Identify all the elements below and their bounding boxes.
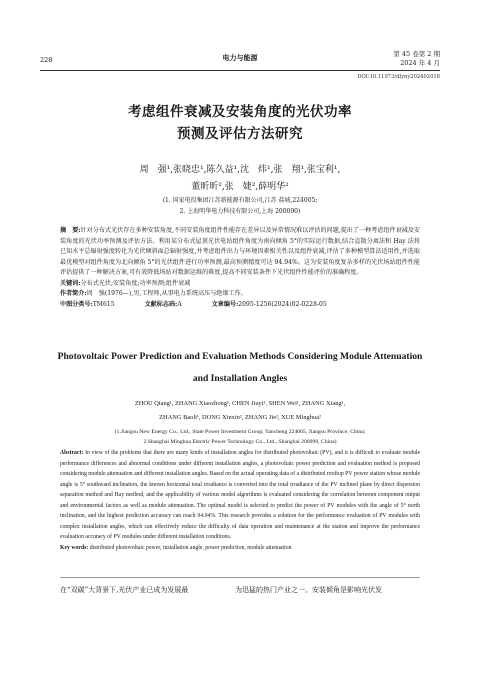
header-rule	[40, 70, 440, 71]
article-no-label: 文章编号:	[211, 300, 239, 308]
doi[interactable]: DOI:10.11973/dlyny202402018	[357, 74, 440, 80]
english-keywords	[60, 543, 420, 554]
author-intro-text: 周 强(1976—),男,工程师,从事电力系统高压与绝缘工作。	[86, 290, 247, 297]
english-keywords-label: Key words:	[60, 544, 89, 551]
chinese-keywords	[60, 279, 420, 290]
running-header	[40, 52, 440, 70]
doc-code-value: A	[177, 300, 182, 308]
chinese-title	[40, 101, 440, 145]
chinese-title-line2: 预测及评估方法研究	[177, 126, 303, 142]
english-abstract-label: Abstract:	[60, 450, 84, 456]
english-abstract-block	[60, 448, 420, 553]
english-affiliations	[60, 427, 420, 447]
article-no-value: 2095-1256(2024)02-0228-05	[238, 300, 327, 308]
chinese-authors	[40, 162, 440, 196]
article-no-item	[212, 301, 341, 308]
body-left-column: 在“双碳”大背景下,光伏产业已成为发展最	[60, 586, 189, 594]
volume-info	[393, 50, 440, 68]
english-abstract-text: In view of the problems that there are many kinds of installation angles for distributed photovoltaic (PV), and it is difficult to evaluate module performance differences and abnormal conditions under different installation angles, a photovoltaic power prediction and evaluation method is proposed considering module attenuation and different installation angles. Based on the actual operating data of a distributed rooftop PV power station whose module angle is 5° southward inclination, the known horizontal total irradiance is converted into the total irradiance of the PV inclined plane by direct dispersion separation method and Hay method, and the applicability of various model algorithms is evaluated considering the correlation between component output and environmental factors as well as module attenuation. The optimal model is selected to predict the power of PV modules with the angle of 5° north inclination, and the highest prediction accuracy can reach 94.94%. This research provides a solution for the performance evaluation of PV modules with complex installation angles, which can effectively reduce the difficulty of data operation and maintenance at the station and improve the performance evaluation accuracy of PV modules under different installation conditions.	[60, 450, 420, 540]
doc-code-item	[145, 301, 196, 308]
english-title	[40, 346, 440, 390]
english-title-line2: and Installation Angles	[192, 373, 288, 384]
chinese-affil-line2: 2. 上海明华电力科技有限公司,上海 200090)	[179, 208, 301, 215]
chinese-keywords-text: 分布式光伏;安装角度;功率预测;组件衰减	[80, 279, 191, 287]
chinese-abstract-label: 摘 要:	[60, 227, 81, 234]
chinese-title-line1: 考虑组件衰减及安装角度的光伏功率	[128, 104, 352, 120]
issue-date: 2024 年 4 月	[400, 59, 440, 67]
body-right-column: 为迅猛的热门产业之一。安装倾角是影响光伏发	[235, 586, 382, 594]
english-authors-line2: ZHANG Baoli¹, DONG Xinxin², ZHANG Jie², XUE Minghua²	[159, 414, 321, 421]
clc-value: TM615	[92, 300, 115, 308]
volume-issue: 第 45 卷第 2 期	[393, 50, 440, 58]
clc-label: 中图分类号:	[60, 300, 93, 308]
clc-item	[60, 301, 129, 308]
chinese-abstract-text: 针对分布式光伏存在多种安装角度,不同安装角度组件性能存在差异以及异常情况难以评估的问题,提出了一种考虑组件衰减及安装角度的光伏功率预测及评估方法。利用某分布式屋顶光伏电站组件角度为南向倾角 5°的实际运行数据,结合直散分离法和 Hay 法将已知水平总辐射强度转化为光伏倾斜面总辐射强度,并考虑组件出力与环境因素相关性以及组件衰减,评估了多种模型算法适用性,并选取最优模型对组件角度为北向倾角 5°的光伏组件进行功率预测,最高预测精度可达 94.94%。这为安装角度复杂多样的光伏场站组件性能评估提供了一种解决方案,可有效降低场站对数据运维的难度,提高不同安装条件下光伏组件性能评价的准确程度。	[60, 227, 421, 276]
journal-name: 电力与能源	[222, 53, 258, 62]
english-authors	[60, 397, 420, 425]
page-number: 228	[40, 56, 53, 64]
chinese-abstract	[60, 226, 420, 279]
section-divider	[60, 577, 420, 578]
english-keywords-text: distributed photovoltaic power, installation angle, power prediction, module attenuation	[88, 544, 292, 551]
english-abstract	[60, 448, 420, 543]
classification-row	[60, 300, 420, 311]
english-title-line1: Photovoltaic Power Prediction and Evaluation Methods Considering Module Attenuation	[57, 351, 423, 362]
chinese-abstract-block	[60, 226, 420, 310]
doc-code-label: 文献标志码:	[144, 300, 178, 308]
chinese-affil-line1: (1. 国家电投集团江苏新能源有限公司,江苏 盐城,224005;	[162, 197, 318, 204]
english-affil-line1: (1.Jiangsu New Energy Co., Ltd., State Power Investment Group, Yancheng 224005, Jiangsu Province, China;	[114, 429, 366, 435]
chinese-keywords-label: 关键词:	[60, 279, 81, 287]
chinese-authors-line2: 董昕昕²,张 婕²,薛明华²	[191, 182, 289, 192]
chinese-authors-line1: 周 强¹,张晓忠¹,陈久益¹,沈 炜¹,张 翔¹,张宝利¹,	[139, 165, 341, 175]
english-authors-line1: ZHOU Qiang¹, ZHANG Xiaozhong¹, CHEN Jiuyi¹, SHEN Wei¹, ZHANG Xiang¹,	[134, 400, 346, 407]
english-affil-line2: 2.Shanghai Minghua Electric Power Technology Co., Ltd., Shanghai 200090, China)	[143, 439, 337, 445]
chinese-affiliations	[40, 195, 440, 217]
author-intro-label: 作者简介:	[60, 290, 87, 297]
author-intro	[60, 289, 420, 300]
